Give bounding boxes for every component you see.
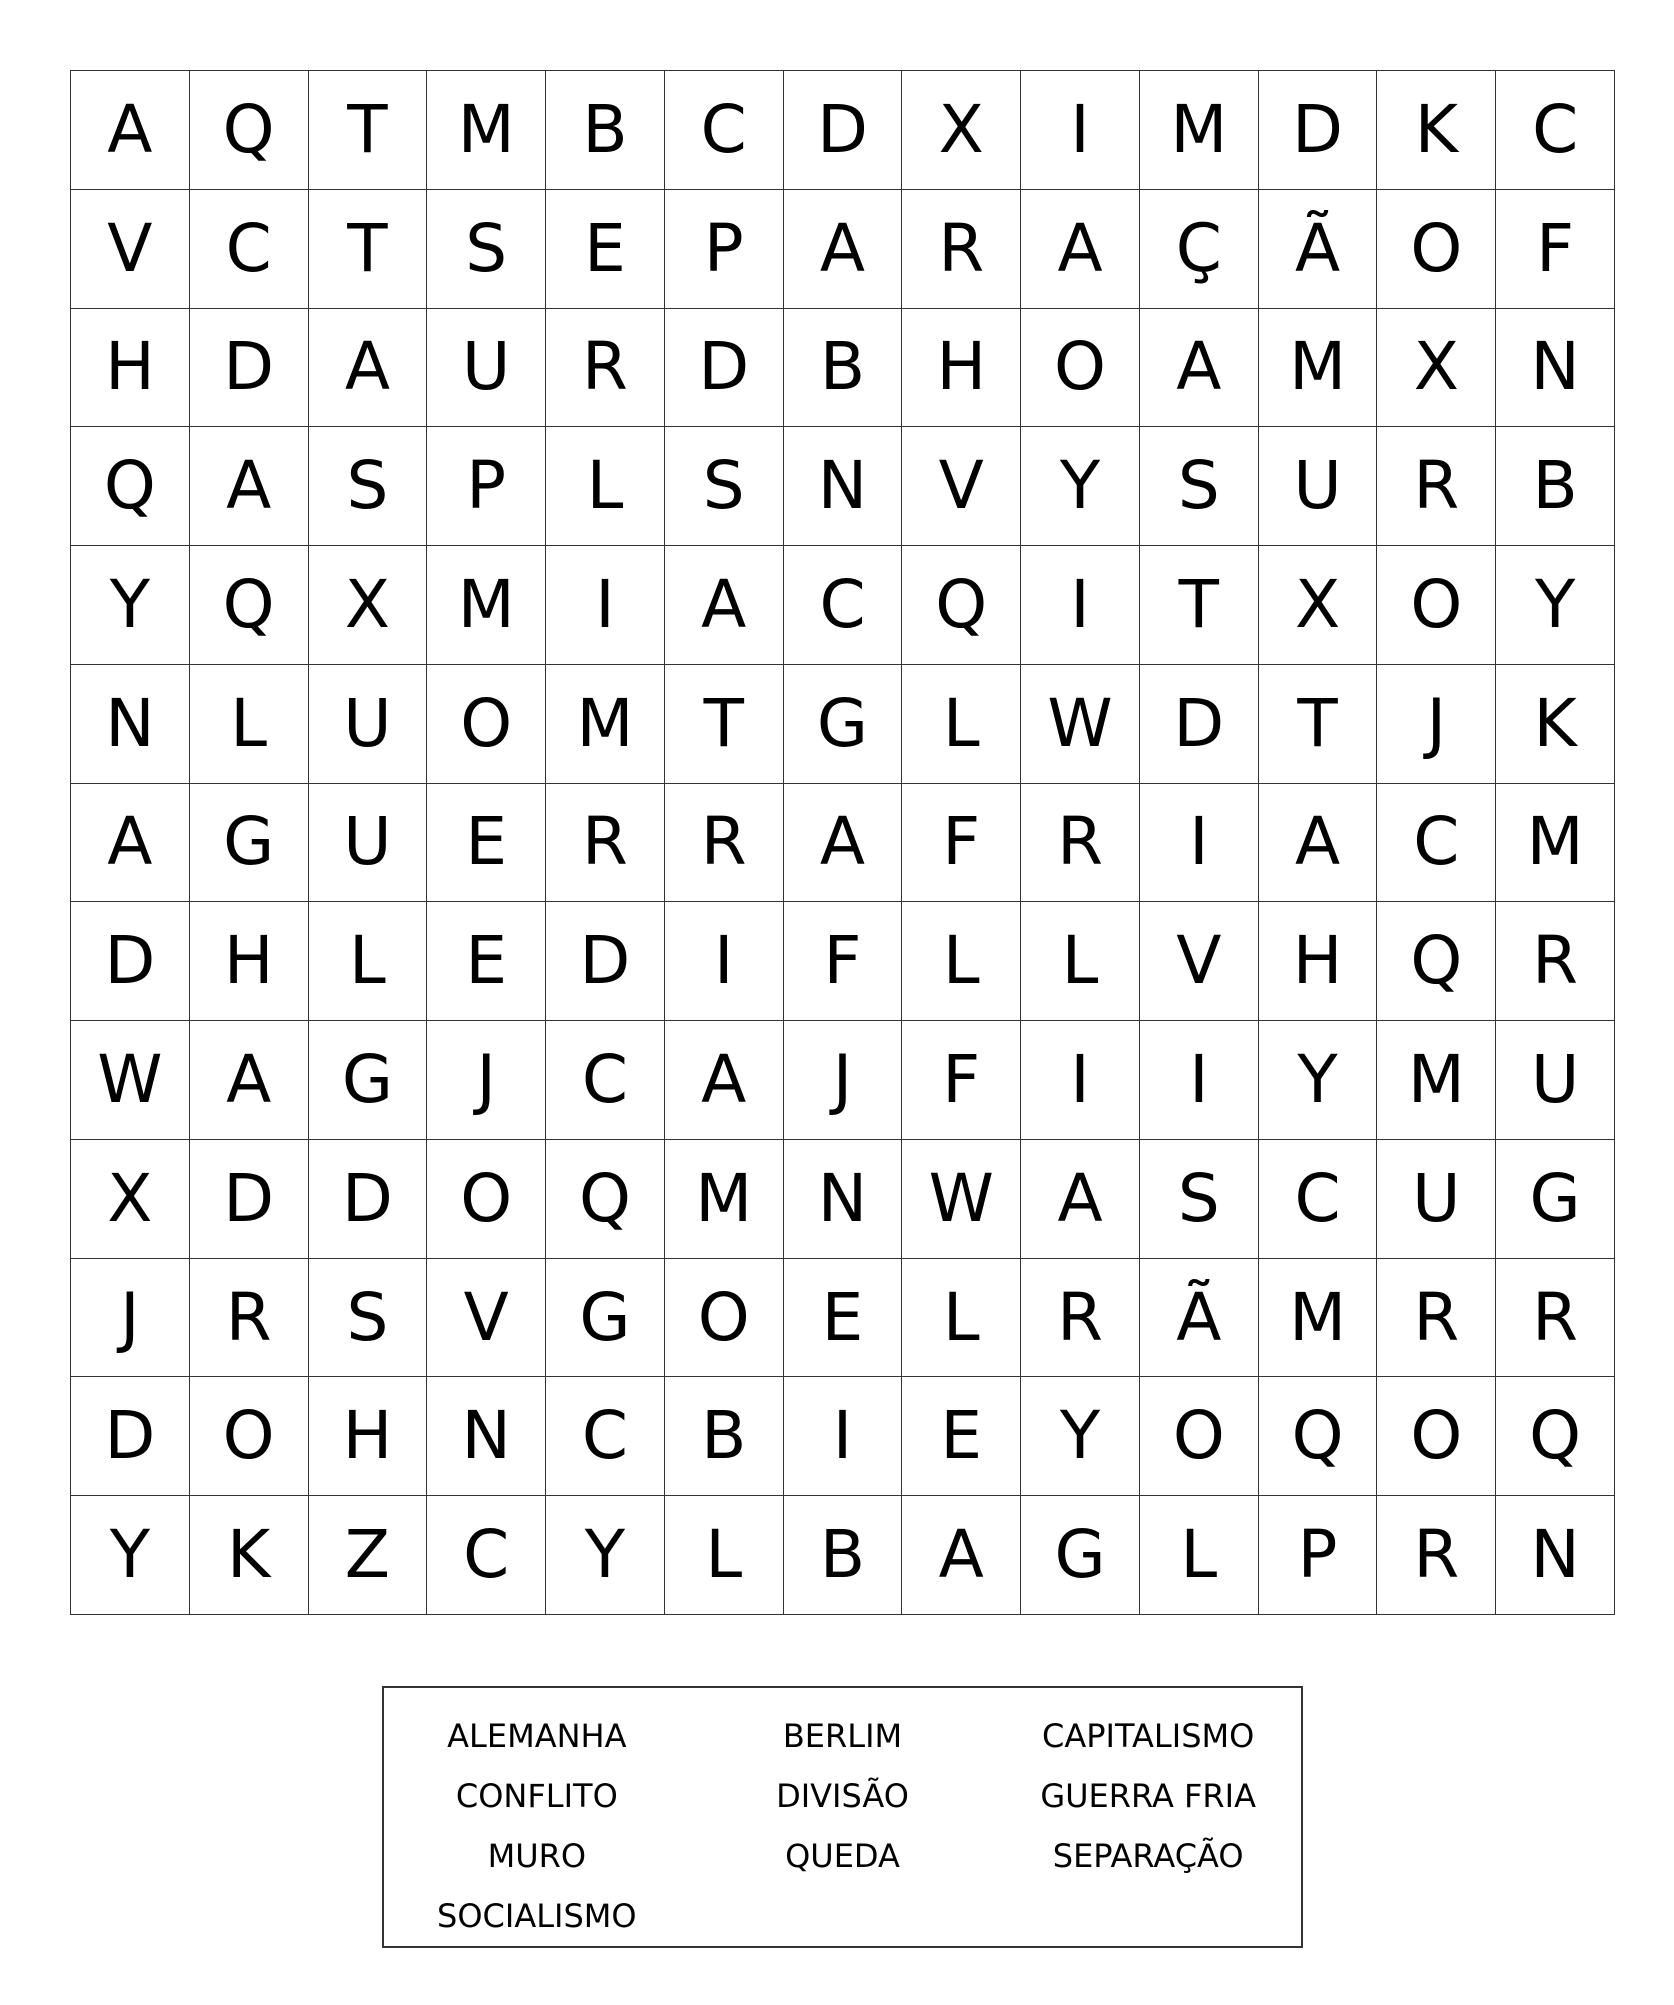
grid-cell[interactable]: M bbox=[1259, 309, 1378, 428]
grid-cell[interactable]: V bbox=[1140, 902, 1259, 1021]
word-item: SEPARAÇÃO bbox=[1052, 1837, 1244, 1875]
grid-cell[interactable]: D bbox=[546, 902, 665, 1021]
grid-cell[interactable]: D bbox=[665, 309, 784, 428]
grid-cell[interactable]: U bbox=[309, 784, 428, 903]
grid-cell[interactable]: W bbox=[1021, 665, 1140, 784]
grid-cell[interactable]: W bbox=[71, 1021, 190, 1140]
grid-cell[interactable]: Ç bbox=[1140, 190, 1259, 309]
grid-cell[interactable]: Y bbox=[1259, 1021, 1378, 1140]
grid-cell[interactable]: R bbox=[1377, 427, 1496, 546]
grid-cell[interactable]: C bbox=[546, 1021, 665, 1140]
grid-cell[interactable]: M bbox=[665, 1140, 784, 1259]
grid-cell[interactable]: Q bbox=[1259, 1377, 1378, 1496]
grid-cell[interactable]: Q bbox=[902, 546, 1021, 665]
grid-cell[interactable]: D bbox=[71, 902, 190, 1021]
grid-cell[interactable]: Ã bbox=[1259, 190, 1378, 309]
grid-cell[interactable]: E bbox=[427, 902, 546, 1021]
grid-cell[interactable]: N bbox=[1496, 309, 1615, 428]
grid-cell[interactable]: X bbox=[71, 1140, 190, 1259]
grid-cell[interactable]: R bbox=[1496, 902, 1615, 1021]
grid-cell[interactable]: O bbox=[427, 665, 546, 784]
grid-cell[interactable]: Z bbox=[309, 1496, 428, 1615]
grid-cell[interactable]: M bbox=[427, 546, 546, 665]
grid-cell[interactable]: C bbox=[1496, 71, 1615, 190]
grid-cell[interactable]: C bbox=[546, 1377, 665, 1496]
grid-cell[interactable]: Y bbox=[1021, 1377, 1140, 1496]
grid-cell[interactable]: K bbox=[190, 1496, 309, 1615]
grid-cell[interactable]: A bbox=[190, 1021, 309, 1140]
grid-cell[interactable]: S bbox=[427, 190, 546, 309]
grid-cell[interactable]: D bbox=[1259, 71, 1378, 190]
grid-cell[interactable]: E bbox=[784, 1259, 903, 1378]
grid-cell[interactable]: I bbox=[784, 1377, 903, 1496]
grid-cell[interactable]: A bbox=[190, 427, 309, 546]
grid-cell[interactable]: I bbox=[1140, 784, 1259, 903]
grid-cell[interactable]: O bbox=[427, 1140, 546, 1259]
word-list-column-1 bbox=[384, 1706, 690, 1946]
grid-cell[interactable]: V bbox=[427, 1259, 546, 1378]
grid-cell[interactable]: J bbox=[784, 1021, 903, 1140]
grid-cell[interactable]: P bbox=[1259, 1496, 1378, 1615]
grid-cell[interactable]: A bbox=[1021, 190, 1140, 309]
grid-cell[interactable]: M bbox=[1377, 1021, 1496, 1140]
grid-cell[interactable]: O bbox=[1377, 546, 1496, 665]
grid-cell[interactable]: D bbox=[190, 309, 309, 428]
grid-cell[interactable]: O bbox=[1377, 190, 1496, 309]
grid-cell[interactable]: I bbox=[1021, 71, 1140, 190]
grid-cell[interactable]: Y bbox=[71, 546, 190, 665]
grid-cell[interactable]: I bbox=[1021, 1021, 1140, 1140]
grid-cell[interactable]: H bbox=[309, 1377, 428, 1496]
grid-cell[interactable]: S bbox=[665, 427, 784, 546]
grid-cell[interactable]: U bbox=[427, 309, 546, 428]
word-item: GUERRA FRIA bbox=[1040, 1777, 1256, 1815]
grid-cell[interactable]: F bbox=[1496, 190, 1615, 309]
grid-cell[interactable]: A bbox=[665, 546, 784, 665]
grid-cell[interactable]: C bbox=[1259, 1140, 1378, 1259]
grid-cell[interactable]: S bbox=[1140, 1140, 1259, 1259]
grid-cell[interactable]: L bbox=[902, 902, 1021, 1021]
grid-cell[interactable]: T bbox=[309, 190, 428, 309]
grid-cell[interactable]: N bbox=[784, 1140, 903, 1259]
grid-cell[interactable]: C bbox=[784, 546, 903, 665]
grid-cell[interactable]: N bbox=[427, 1377, 546, 1496]
word-item: QUEDA bbox=[785, 1837, 900, 1875]
grid-cell[interactable]: H bbox=[902, 309, 1021, 428]
grid-cell[interactable]: W bbox=[902, 1140, 1021, 1259]
grid-cell[interactable]: T bbox=[1140, 546, 1259, 665]
grid-cell[interactable]: H bbox=[1259, 902, 1378, 1021]
grid-cell[interactable]: A bbox=[1259, 784, 1378, 903]
grid-cell[interactable]: Y bbox=[71, 1496, 190, 1615]
grid-cell[interactable]: R bbox=[1021, 784, 1140, 903]
grid-cell[interactable]: S bbox=[309, 1259, 428, 1378]
grid-cell[interactable]: D bbox=[71, 1377, 190, 1496]
grid-cell[interactable]: T bbox=[665, 665, 784, 784]
grid-cell[interactable]: L bbox=[902, 1259, 1021, 1378]
word-item: ALEMANHA bbox=[447, 1717, 627, 1755]
grid-cell[interactable]: E bbox=[427, 784, 546, 903]
grid-cell[interactable]: O bbox=[190, 1377, 309, 1496]
grid-cell[interactable]: A bbox=[784, 784, 903, 903]
grid-cell[interactable]: G bbox=[309, 1021, 428, 1140]
grid-cell[interactable]: Y bbox=[1496, 546, 1615, 665]
grid-cell[interactable]: F bbox=[902, 784, 1021, 903]
grid-cell[interactable]: D bbox=[190, 1140, 309, 1259]
grid-cell[interactable]: X bbox=[902, 71, 1021, 190]
grid-cell[interactable]: M bbox=[1259, 1259, 1378, 1378]
grid-cell[interactable]: O bbox=[1377, 1377, 1496, 1496]
grid-cell[interactable]: L bbox=[902, 665, 1021, 784]
word-list-column-3 bbox=[995, 1706, 1301, 1946]
grid-cell[interactable]: C bbox=[1377, 784, 1496, 903]
grid-cell[interactable]: U bbox=[309, 665, 428, 784]
grid-cell[interactable]: A bbox=[71, 784, 190, 903]
grid-cell[interactable]: P bbox=[665, 190, 784, 309]
grid-cell[interactable]: O bbox=[665, 1259, 784, 1378]
grid-cell[interactable]: A bbox=[71, 71, 190, 190]
word-item: DIVISÃO bbox=[776, 1777, 909, 1815]
grid-cell[interactable]: K bbox=[1496, 665, 1615, 784]
grid-cell[interactable]: M bbox=[1140, 71, 1259, 190]
grid-cell[interactable]: D bbox=[309, 1140, 428, 1259]
grid-cell[interactable]: R bbox=[1496, 1259, 1615, 1378]
grid-cell[interactable]: A bbox=[902, 1496, 1021, 1615]
grid-cell[interactable]: U bbox=[1377, 1140, 1496, 1259]
grid-cell[interactable]: L bbox=[1140, 1496, 1259, 1615]
grid-cell[interactable]: B bbox=[665, 1377, 784, 1496]
word-item: CAPITALISMO bbox=[1042, 1717, 1255, 1755]
grid-cell[interactable]: Q bbox=[71, 427, 190, 546]
grid-cell[interactable]: C bbox=[190, 190, 309, 309]
grid-cell[interactable]: E bbox=[902, 1377, 1021, 1496]
grid-cell[interactable]: Q bbox=[1377, 902, 1496, 1021]
grid-cell[interactable]: R bbox=[190, 1259, 309, 1378]
grid-cell[interactable]: N bbox=[71, 665, 190, 784]
grid-cell[interactable]: Q bbox=[190, 546, 309, 665]
grid-cell[interactable]: D bbox=[784, 71, 903, 190]
grid-cell[interactable]: L bbox=[546, 427, 665, 546]
grid-cell[interactable]: B bbox=[1496, 427, 1615, 546]
grid-cell[interactable]: Y bbox=[546, 1496, 665, 1615]
grid-cell[interactable]: O bbox=[1021, 309, 1140, 428]
grid-cell[interactable]: U bbox=[1496, 1021, 1615, 1140]
grid-cell[interactable]: I bbox=[546, 546, 665, 665]
grid-cell[interactable]: R bbox=[1021, 1259, 1140, 1378]
grid-cell[interactable]: R bbox=[546, 309, 665, 428]
grid-cell[interactable]: C bbox=[665, 71, 784, 190]
grid-cell[interactable]: X bbox=[1259, 546, 1378, 665]
grid-cell[interactable]: A bbox=[784, 190, 903, 309]
word-item: MURO bbox=[487, 1837, 587, 1875]
grid-cell[interactable]: I bbox=[1021, 546, 1140, 665]
grid-cell[interactable]: G bbox=[784, 665, 903, 784]
word-list-box bbox=[382, 1686, 1303, 1948]
grid-cell[interactable]: E bbox=[546, 190, 665, 309]
grid-cell[interactable]: L bbox=[1021, 902, 1140, 1021]
grid-cell[interactable]: T bbox=[309, 71, 428, 190]
grid-cell[interactable]: R bbox=[546, 784, 665, 903]
grid-cell[interactable]: D bbox=[1140, 665, 1259, 784]
grid-cell[interactable]: G bbox=[1021, 1496, 1140, 1615]
grid-cell[interactable]: G bbox=[190, 784, 309, 903]
grid-cell[interactable]: L bbox=[190, 665, 309, 784]
grid-cell[interactable]: B bbox=[784, 1496, 903, 1615]
grid-cell[interactable]: I bbox=[1140, 1021, 1259, 1140]
grid-cell[interactable]: X bbox=[1377, 309, 1496, 428]
grid-cell[interactable]: F bbox=[902, 1021, 1021, 1140]
grid-cell[interactable]: H bbox=[190, 902, 309, 1021]
grid-cell[interactable]: M bbox=[1496, 784, 1615, 903]
grid-cell[interactable]: J bbox=[71, 1259, 190, 1378]
grid-cell[interactable]: S bbox=[1140, 427, 1259, 546]
grid-cell[interactable]: N bbox=[784, 427, 903, 546]
word-list-column-2 bbox=[690, 1706, 996, 1946]
grid-cell[interactable]: M bbox=[546, 665, 665, 784]
grid-cell[interactable]: V bbox=[902, 427, 1021, 546]
grid-cell[interactable]: T bbox=[1259, 665, 1378, 784]
grid-cell[interactable]: N bbox=[1496, 1496, 1615, 1615]
word-item: BERLIM bbox=[782, 1717, 903, 1755]
grid-cell[interactable]: A bbox=[1140, 309, 1259, 428]
grid-cell[interactable]: S bbox=[309, 427, 428, 546]
grid-cell[interactable]: L bbox=[309, 902, 428, 1021]
grid-cell[interactable]: R bbox=[665, 784, 784, 903]
grid-cell[interactable]: B bbox=[546, 71, 665, 190]
grid-cell[interactable]: C bbox=[427, 1496, 546, 1615]
grid-cell[interactable]: Q bbox=[546, 1140, 665, 1259]
grid-cell[interactable]: A bbox=[665, 1021, 784, 1140]
grid-cell[interactable]: L bbox=[665, 1496, 784, 1615]
grid-cell[interactable]: G bbox=[546, 1259, 665, 1378]
grid-cell[interactable]: A bbox=[1021, 1140, 1140, 1259]
grid-cell[interactable]: Q bbox=[190, 71, 309, 190]
grid-cell[interactable]: V bbox=[71, 190, 190, 309]
grid-cell[interactable]: A bbox=[309, 309, 428, 428]
letter-grid bbox=[70, 70, 1615, 1615]
grid-cell[interactable]: R bbox=[1377, 1259, 1496, 1378]
grid-cell[interactable]: F bbox=[784, 902, 903, 1021]
grid-cell[interactable]: Y bbox=[1021, 427, 1140, 546]
grid-cell[interactable]: M bbox=[427, 71, 546, 190]
grid-cell[interactable]: U bbox=[1259, 427, 1378, 546]
word-item: CONFLITO bbox=[455, 1777, 618, 1815]
grid-cell[interactable]: P bbox=[427, 427, 546, 546]
grid-cell[interactable]: O bbox=[1140, 1377, 1259, 1496]
grid-cell[interactable]: H bbox=[71, 309, 190, 428]
grid-cell[interactable]: I bbox=[665, 902, 784, 1021]
grid-cell[interactable]: B bbox=[784, 309, 903, 428]
grid-cell[interactable]: Ã bbox=[1140, 1259, 1259, 1378]
grid-cell[interactable]: X bbox=[309, 546, 428, 665]
grid-cell[interactable]: Q bbox=[1496, 1377, 1615, 1496]
grid-cell[interactable]: R bbox=[902, 190, 1021, 309]
word-item: SOCIALISMO bbox=[437, 1897, 637, 1935]
grid-cell[interactable]: G bbox=[1496, 1140, 1615, 1259]
grid-cell[interactable]: J bbox=[1377, 665, 1496, 784]
grid-cell[interactable]: R bbox=[1377, 1496, 1496, 1615]
grid-cell[interactable]: J bbox=[427, 1021, 546, 1140]
grid-cell[interactable]: K bbox=[1377, 71, 1496, 190]
